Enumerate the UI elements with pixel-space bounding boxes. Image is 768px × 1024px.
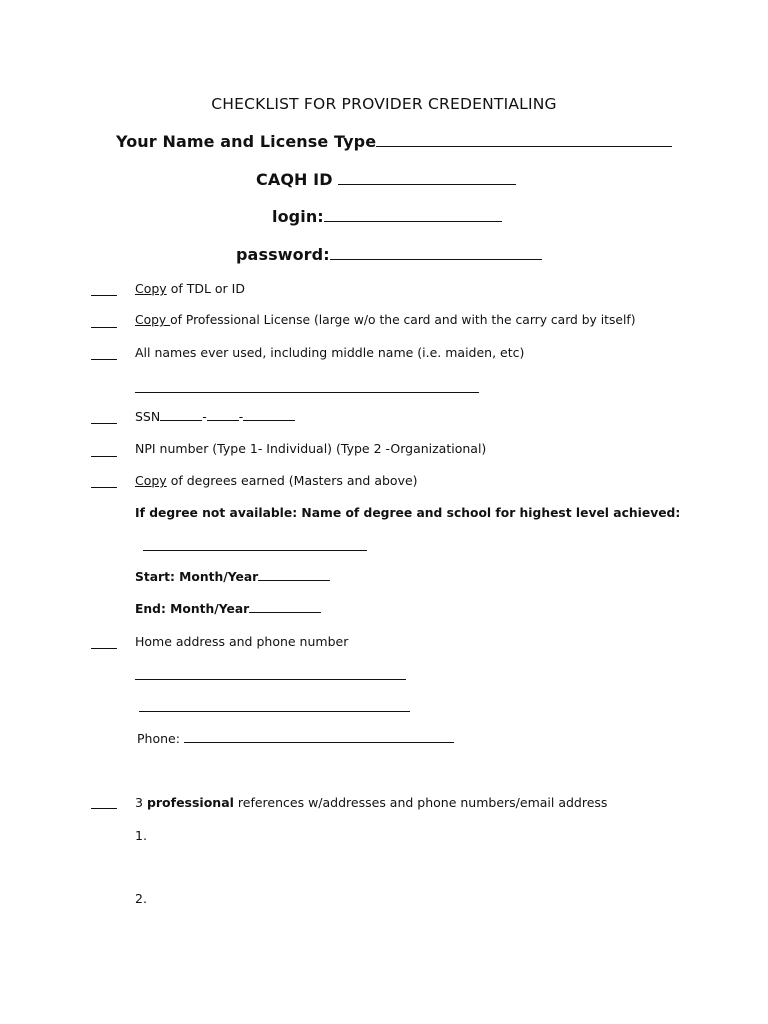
item-license-text: of Professional License (large w/o the card and with the carry card by itself): [170, 313, 636, 327]
item-npi: NPI number (Type 1- Individual) (Type 2 -Organizational): [135, 441, 487, 456]
degree-note: If degree not available: Name of degree and school for highest level achieved:: [135, 506, 681, 520]
password-field: [236, 245, 542, 264]
caqh-blank[interactable]: [338, 183, 516, 185]
ssn-label: SSN: [135, 409, 161, 424]
ssn-part1[interactable]: [160, 419, 202, 421]
end-field: [135, 602, 321, 616]
name-license-field: [116, 132, 672, 151]
item-tdl-text: of TDL or ID: [166, 281, 245, 296]
ref-count: 3: [135, 795, 147, 810]
phone-label: Phone:: [137, 731, 180, 746]
reference-2: 2.: [135, 891, 147, 906]
item-degrees: [135, 473, 418, 488]
item-names: All names ever used, including middle name (i.e. maiden, etc): [135, 345, 525, 360]
phone-blank[interactable]: [184, 741, 454, 743]
ref-bold: professional: [146, 795, 234, 810]
check-tdl[interactable]: [91, 295, 117, 296]
copy-link: Copy: [135, 473, 167, 488]
login-blank[interactable]: [324, 220, 502, 222]
ssn-sep1: -: [202, 409, 207, 424]
check-ssn[interactable]: [91, 423, 117, 424]
item-degrees-text: of degrees earned (Masters and above): [166, 473, 418, 488]
ssn-part2[interactable]: [207, 419, 239, 421]
names-blank[interactable]: [135, 392, 479, 393]
check-npi[interactable]: [91, 456, 117, 457]
item-home: Home address and phone number: [135, 634, 349, 649]
check-license[interactable]: [91, 327, 117, 328]
password-label: password:: [236, 245, 330, 264]
item-tdl: [135, 281, 245, 296]
page-title: CHECKLIST FOR PROVIDER CREDENTIALING: [211, 95, 557, 113]
check-home[interactable]: [91, 648, 117, 649]
copy-link: Copy: [135, 313, 171, 327]
start-field: [135, 570, 330, 584]
item-ssn: [135, 409, 295, 424]
item-references: [135, 795, 607, 810]
password-blank[interactable]: [330, 258, 542, 260]
ssn-sep2: -: [238, 409, 244, 424]
end-blank[interactable]: [249, 611, 321, 613]
name-license-label: Your Name and License Type: [116, 132, 377, 151]
check-degrees[interactable]: [91, 487, 117, 488]
check-names[interactable]: [91, 359, 117, 360]
end-label: End: Month/Year: [135, 602, 250, 616]
caqh-label: CAQH ID: [256, 170, 333, 189]
name-license-blank[interactable]: [376, 145, 672, 147]
caqh-field: [256, 170, 516, 189]
start-blank[interactable]: [258, 579, 330, 581]
login-label: login:: [272, 207, 324, 226]
phone-field: [137, 731, 454, 746]
address-line-2[interactable]: [139, 711, 410, 712]
check-references[interactable]: [91, 808, 117, 809]
start-label: Start: Month/Year: [135, 570, 259, 584]
ssn-part3[interactable]: [243, 419, 295, 421]
ref-rest: references w/addresses and phone numbers/email address: [233, 795, 608, 810]
login-field: [272, 207, 502, 226]
copy-link: Copy: [135, 281, 167, 296]
reference-1: 1.: [135, 828, 147, 843]
address-line-1[interactable]: [135, 679, 406, 680]
item-license: [135, 313, 636, 327]
degree-blank[interactable]: [143, 550, 367, 551]
